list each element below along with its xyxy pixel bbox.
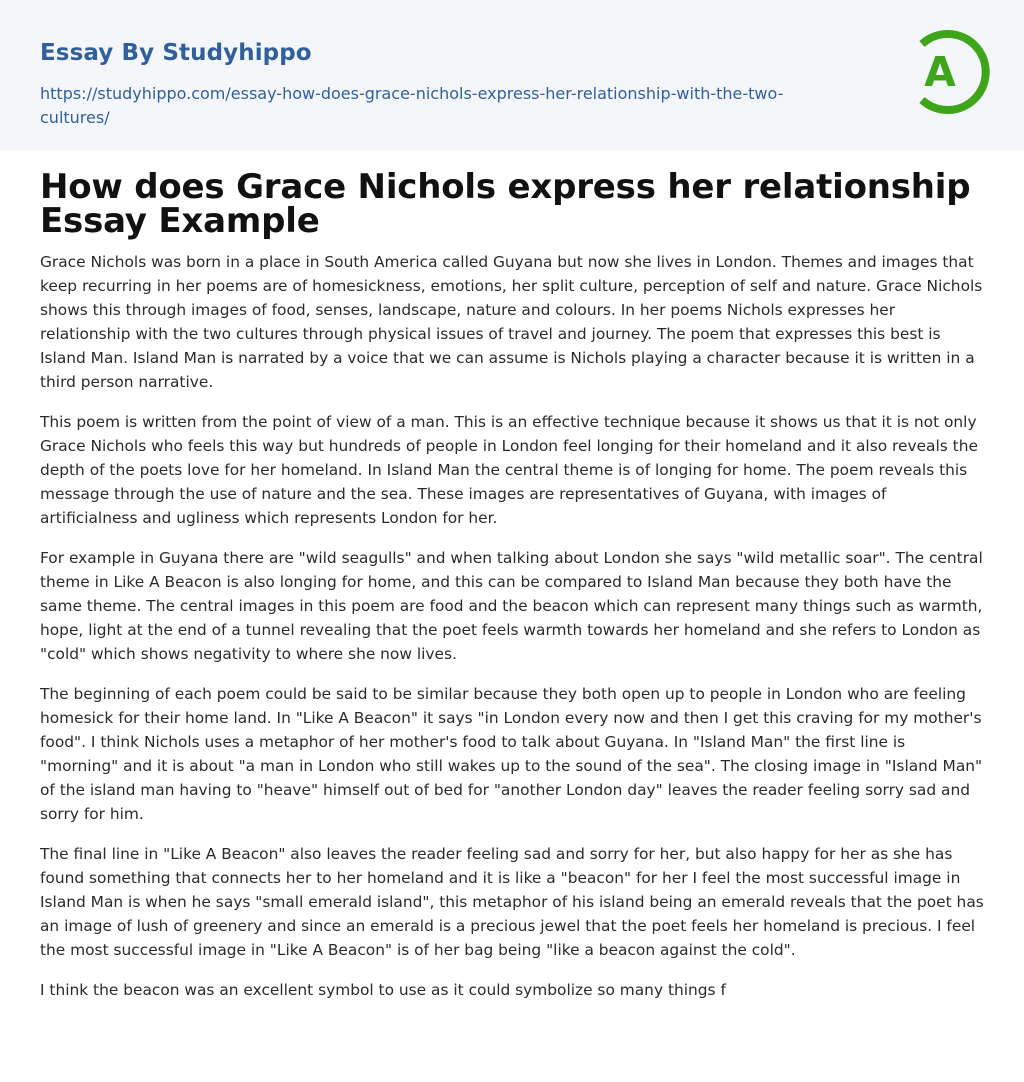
essay-paragraph-5: The final line in "Like A Beacon" also leaves the reader feeling sad and sorry for her, but also happy for her as she has found something that connects her to her homeland and it is like a "beacon" for her I feel the most successful image in Island Man is when he says "small emerald island", this metaphor of his island being an emerald reveals that the poet has an image of lush of greenery and since an emerald is a precious jewel that the poet feels her homeland is precious. I feel the most successful image in "Like A Beacon" is of her bag being "like a beacon against the cold". [40, 845, 984, 959]
essay-paragraph-3: For example in Guyana there are "wild seagulls" and when talking about London she says "wild metallic soar". The central theme in Like A Beacon is also longing for home, and this can be compared to Island Man because they both have the same theme. The central images in this poem are food and the beacon which can represent many things such as warmth, hope, light at the end of a tunnel revealing that the poet feels warmth towards her homeland and she refers to London as "cold" which shows negativity to where she now lives. [40, 549, 983, 663]
studyhippo-logo-icon[interactable] [910, 27, 990, 117]
essay-paragraph-1: Grace Nichols was born in a place in South America called Guyana but now she lives in London. Themes and images that keep recurring in her poems are of homesickness, emotions, her split culture, perception of self and nature. Grace Nichols shows this through images of food, senses, landscape, nature and colours. In her poems Nichols expresses her relationship with the two cultures through physical issues of travel and journey. The poem that expresses this best is Island Man. Island Man is narrated by a voice that we can assume is Nichols playing a character because it is written in a third person narrative. [40, 253, 983, 391]
site-header [0, 0, 1024, 150]
essay-content [40, 167, 984, 1018]
essay-paragraph-6: I think the beacon was an excellent symbol to use as it could symbolize so many things f [40, 981, 726, 999]
essay-paragraph-2: This poem is written from the point of view of a man. This is an effective technique because it shows us that it is not only Grace Nichols who feels this way but hundreds of people in London feel longing for their homeland and it also reveals the depth of the poets love for her homeland. In Island Man the central theme is of longing for home. The poem reveals this message through the use of nature and the sea. These images are representatives of Guyana, with images of artificialness and ugliness which represents London for her. [40, 413, 978, 527]
source-url-link[interactable]: https://studyhippo.com/essay-how-does-grace-nichols-express-her-relationship-with-the-two-cultures/ [40, 84, 784, 127]
site-brand[interactable]: Essay By Studyhippo [40, 40, 312, 66]
logo-letter: A [924, 48, 956, 96]
essay-paragraph-4: The beginning of each poem could be said to be similar because they both open up to people in London who are feeling homesick for their home land. In "Like A Beacon" it says "in London every now and then I get this craving for my mother's food". I think Nichols uses a metaphor of her mother's food to talk about Guyana. In "Island Man" the first line is "morning" and it is about "a man in London who still wakes up to the sound of the sea". The closing image in "Island Man" of the island man having to "heave" himself out of bed for "another London day" leaves the reader feeling sorry sad and sorry for him. [40, 685, 983, 823]
essay-title: How does Grace Nichols express her relationship Essay Example [40, 167, 971, 241]
